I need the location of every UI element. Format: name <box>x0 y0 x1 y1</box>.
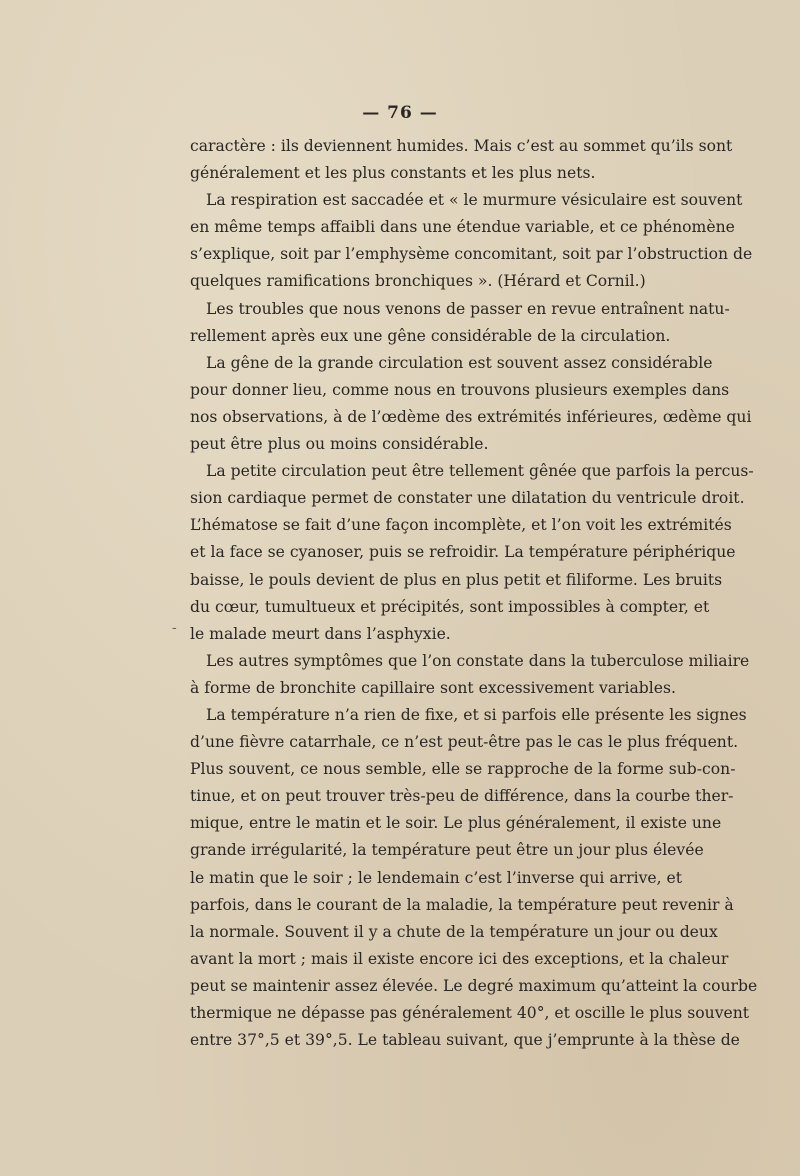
text-line: tinue, et on peut trouver très-peu de différence, dans la courbe ther- <box>190 787 734 806</box>
text-line: à forme de bronchite capillaire sont excessivement variables. <box>190 678 676 697</box>
text-line: La petite circulation peut être tellement gênée que parfois la percus- <box>206 462 754 481</box>
text-line: La respiration est saccadée et « le murmure vésiculaire est souvent <box>206 191 743 210</box>
text-line: du cœur, tumultueux et précipités, sont impossibles à compter, et <box>190 597 710 616</box>
margin-mark: - <box>172 620 177 636</box>
text-line: caractère : ils deviennent humides. Mais c’est au sommet qu’ils sont <box>190 137 733 155</box>
text-line: rellement après eux une gêne considérable de la circulation. <box>190 326 671 345</box>
text-line: Les autres symptômes que l’on constate dans la tuberculose miliaire <box>206 651 750 670</box>
text-line: peut être plus ou moins considérable. <box>190 435 489 454</box>
text-line: entre 37°,5 et 39°,5. Le tableau suivant, que j’emprunte à la thèse de <box>190 1031 740 1050</box>
text-line: La température n’a rien de fixe, et si parfois elle présente les signes <box>206 705 747 724</box>
text-line: thermique ne dépasse pas généralement 40°, et oscille le plus souvent <box>190 1004 750 1022</box>
text-line: baisse, le pouls devient de plus en plus petit et filiforme. Les bruits <box>190 570 723 589</box>
text-line: le malade meurt dans l’asphyxie. <box>190 624 451 643</box>
text-line: le matin que le soir ; le lendemain c’est l’inverse qui arrive, et <box>190 868 683 887</box>
text-line: pour donner lieu, comme nous en trouvons plusieurs exemples dans <box>190 380 730 399</box>
text-line: s’explique, soit par l’emphysème concomitant, soit par l’obstruction de <box>190 245 753 264</box>
text-line: la normale. Souvent il y a chute de la température un jour ou deux <box>190 922 718 941</box>
text-line: L’hématose se fait d’une façon incomplète, et l’on voit les extrémités <box>190 516 732 535</box>
text-line: mique, entre le matin et le soir. Le plus généralement, il existe une <box>190 814 722 833</box>
text-line: La gêne de la grande circulation est souvent assez considérable <box>206 353 713 372</box>
text-line: généralement et les plus constants et les plus nets. <box>190 164 596 183</box>
text-line: grande irrégularité, la température peut être un jour plus élevée <box>190 841 704 860</box>
text-line: d’une fièvre catarrhale, ce n’est peut-être pas le cas le plus fréquent. <box>190 733 739 752</box>
text-line: sion cardiaque permet de constater une dilatation du ventricule droit. <box>190 489 745 508</box>
text-line: avant la mort ; mais il existe encore ici des exceptions, et la chaleur <box>190 949 729 968</box>
text-line: peut se maintenir assez élevée. Le degré maximum qu’atteint la courbe <box>190 976 758 995</box>
text-line: Les troubles que nous venons de passer en revue entraînent natu- <box>206 299 730 318</box>
text-line: quelques ramifications bronchiques ». (Hérard et Cornil.) <box>190 272 646 291</box>
text-line: en même temps affaibli dans une étendue variable, et ce phénomène <box>190 218 735 237</box>
text-line: parfois, dans le courant de la maladie, la température peut revenir à <box>190 895 734 914</box>
text-line: et la face se cyanoser, puis se refroidir. La température périphérique <box>190 543 736 562</box>
body-text <box>190 133 758 1054</box>
page-number: — 76 — <box>362 103 438 123</box>
text-line: Plus souvent, ce nous semble, elle se rapproche de la forme sub-con- <box>190 760 736 779</box>
text-line: nos observations, à de l’œdème des extrémités inférieures, œdème qui <box>190 407 752 426</box>
